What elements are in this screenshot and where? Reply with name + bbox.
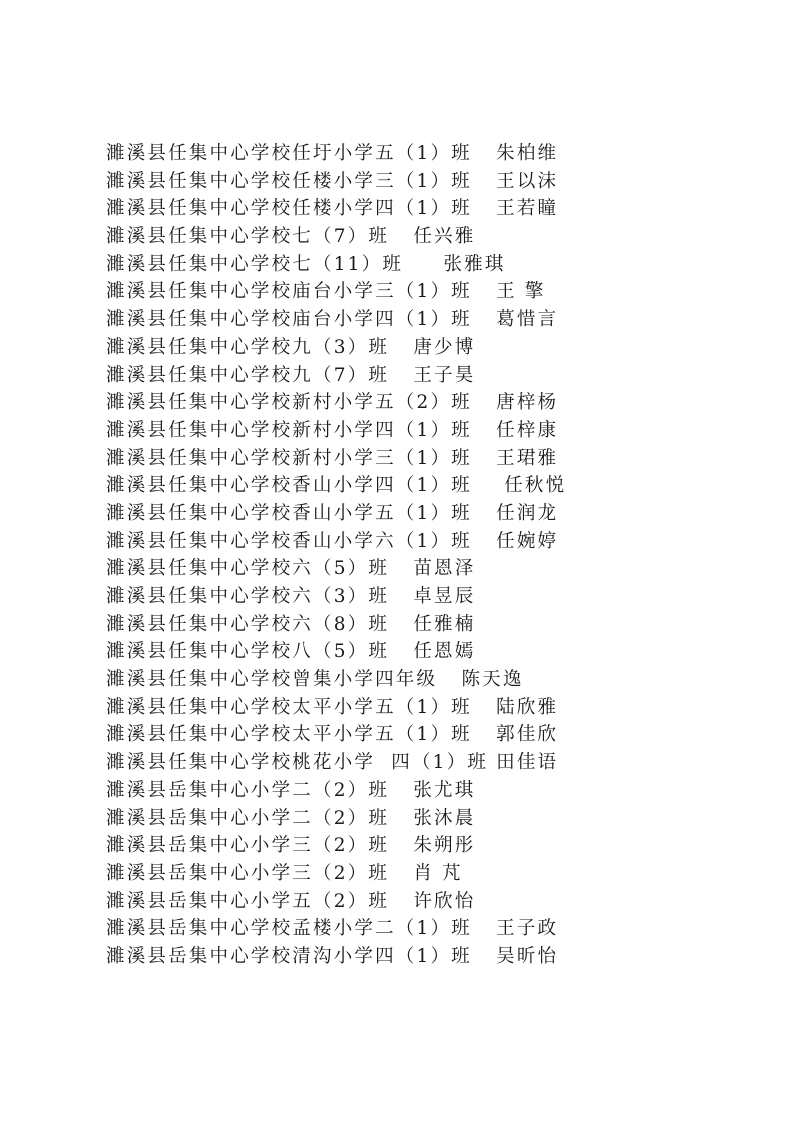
list-item: 濉溪县任集中心学校六（3）班 卓昱辰 [106,586,476,607]
list-item: 濉溪县任集中心学校七（11）班 张雅琪 [106,253,506,275]
list-item: 濉溪县任集中心学校任楼小学三（1）班 王以沫 [106,170,559,192]
list-item: 濉溪县任集中心学校香山小学五（1）班 任润龙 [106,502,559,524]
list-item: 濉溪县任集中心学校九（3）班 唐少博 [106,336,476,358]
student-list [106,140,706,971]
list-item: 濉溪县任集中心学校九（7）班 王子昊 [106,364,476,386]
list-item: 濉溪县岳集中心小学三（2）班 朱朔彤 [106,835,476,857]
list-item: 濉溪县岳集中心小学二（2）班 张尤琪 [106,779,476,801]
list-item: 濉溪县任集中心学校桃花小学 四（1）班 田佳语 [106,752,559,774]
list-item: 濉溪县任集中心学校任圩小学五（1）班 朱柏维 [106,143,559,164]
list-item: 濉溪县任集中心学校香山小学四（1）班 任秋悦 [106,475,567,497]
list-item: 濉溪县岳集中心小学二（2）班 张沐晨 [106,807,476,829]
list-item: 濉溪县任集中心学校六（5）班 苗恩泽 [106,558,476,580]
list-item: 濉溪县岳集中心小学三（2）班 肖 芃 [106,862,463,884]
list-item: 濉溪县任集中心学校太平小学五（1）班 郭佳欣 [106,724,559,746]
list-item: 濉溪县任集中心学校香山小学六（1）班 任婉婷 [106,530,559,552]
list-item: 濉溪县任集中心学校庙台小学四（1）班 葛惜言 [106,309,559,331]
list-item: 濉溪县任集中心学校曾集小学四年级 陈天逸 [106,669,524,691]
list-item: 濉溪县岳集中心学校清沟小学四（1）班 吴昕怡 [106,945,559,967]
list-item: 濉溪县任集中心学校太平小学五（1）班 陆欣雅 [106,696,559,718]
list-item: 濉溪县任集中心学校六（8）班 任雅楠 [106,613,476,635]
list-item: 濉溪县任集中心学校新村小学三（1）班 王珺雅 [106,447,559,469]
list-item: 濉溪县任集中心学校新村小学四（1）班 任梓康 [106,419,559,441]
list-item: 濉溪县任集中心学校八（5）班 任恩嫣 [106,641,476,663]
list-item: 濉溪县任集中心学校七（7）班 任兴雅 [106,226,476,248]
list-item: 濉溪县任集中心学校新村小学五（2）班 唐梓杨 [106,392,559,414]
list-item: 濉溪县任集中心学校庙台小学三（1）班 王 擎 [106,281,546,303]
list-item: 濉溪县岳集中心学校孟楼小学二（1）班 王子政 [106,918,559,940]
list-item: 濉溪县岳集中心小学五（2）班 许欣怡 [106,890,476,912]
list-item: 濉溪县任集中心学校任楼小学四（1）班 王若瞳 [106,198,559,220]
